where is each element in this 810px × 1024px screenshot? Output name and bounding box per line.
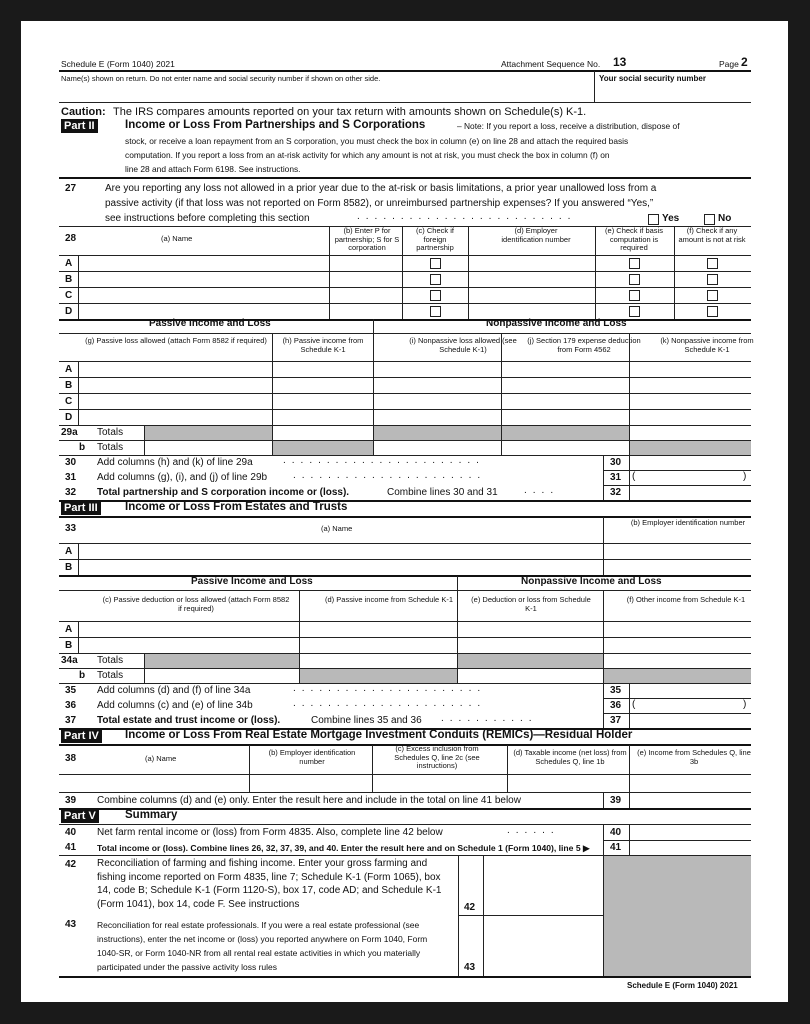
line-42-number: 42: [65, 859, 77, 870]
row-28-A-basis-checkbox[interactable]: [629, 258, 640, 269]
line-36-leader: ......................: [293, 698, 487, 709]
line-33-number: 33: [65, 523, 77, 534]
line-32-text-bold: Total partnership and S corporation income or (loss).: [97, 487, 350, 498]
part-5-title: Summary: [125, 809, 178, 821]
part-4-title: Income or Loss From Real Estate Mortgage Investment Conduits (REMICs)—Residual Holder: [125, 729, 633, 741]
line-41-amount[interactable]: [629, 841, 750, 855]
line-39-number: 39: [65, 795, 77, 806]
lines-35-37-number-divider: [603, 683, 604, 728]
attachment-sequence-number: 13: [613, 55, 627, 69]
part-2-rule: [59, 177, 751, 179]
line-36-box-number: 36: [610, 700, 622, 711]
row-28-A-at-risk-checkbox[interactable]: [707, 258, 718, 269]
table-29-row-B-bottom: [59, 393, 751, 394]
line-37-text: Combine lines 35 and 36: [311, 715, 422, 726]
table-38-col-c-divider: [372, 745, 373, 792]
line-37-box-number: 37: [610, 715, 622, 726]
table-38-col-e-divider: [629, 745, 630, 792]
col-38-c-header: (c) Excess inclusion from Schedules Q, line 2c (see instructions): [394, 744, 480, 770]
row-29-B-label: B: [65, 380, 73, 391]
table-34-header-bottom: [59, 621, 751, 622]
table-28-row-C-bottom: [59, 303, 751, 304]
line-27-text-3: see instructions before completing this section: [105, 213, 310, 224]
col-38-e-header: (e) Income from Schedules Q, line 3b: [637, 748, 751, 766]
line-29b-label: Totals: [97, 442, 124, 453]
line-40-text: Net farm rental income or (loss) from Form 4835. Also, complete line 42 below: [97, 827, 443, 838]
line-27-yes-checkbox[interactable]: [648, 214, 659, 225]
line-29b-number: b: [79, 442, 86, 453]
line-31-open-paren: (: [632, 471, 636, 482]
part-3-nonpassive-heading: Nonpassive Income and Loss: [521, 576, 662, 587]
line-39-number-divider: [603, 792, 604, 808]
line-37-leader: ...........: [441, 713, 538, 724]
page-number: 2: [741, 55, 748, 69]
table-28-col-b-divider: [329, 227, 330, 319]
caution-text: The IRS compares amounts reported on your tax return with amounts shown on Schedule(s) K-1.: [113, 106, 587, 118]
lines-40-41-number-divider: [603, 824, 604, 855]
row-28-D-at-risk-checkbox[interactable]: [707, 306, 718, 317]
passive-nonpassive-divider: [373, 319, 374, 333]
line-27-number: 27: [65, 183, 77, 194]
totals-left-divider: [144, 425, 145, 455]
table-38-col-b-divider: [249, 745, 250, 792]
table-29-heading-bottom: [59, 333, 751, 334]
line-39-box-number: 39: [610, 795, 622, 806]
line-27-text-2: passive activity (if that loss was not reported on Form 8582), or unreimbursed partnership expenses? If you answered “Yes,”: [105, 198, 654, 209]
row-28-C-label: C: [65, 290, 73, 301]
caution-label: Caution:: [61, 106, 106, 118]
line-31-bottom: [603, 485, 751, 486]
line-36-bottom: [603, 713, 751, 714]
part-3-tag: Part III: [61, 501, 101, 515]
line-37-amount[interactable]: [629, 714, 750, 728]
line-32-text: Combine lines 30 and 31: [387, 487, 498, 498]
part-2-note-1: – Note: If you report a loss, receive a distribution, dispose of: [457, 121, 680, 131]
line-27-no-checkbox[interactable]: [704, 214, 715, 225]
table-28-col-f-divider: [674, 227, 675, 319]
footer-form-name: Schedule E (Form 1040) 2021: [627, 981, 738, 990]
line-34b-d-shaded: [300, 669, 457, 683]
line-32-box-number: 32: [610, 487, 622, 498]
names-input[interactable]: [61, 84, 591, 100]
table-33-header-bottom: [59, 543, 751, 544]
line-42-text: Reconciliation of farming and fishing income. Enter your gross farming and fishing income reported on Form 4835, line 7; Schedule K-1 (Form 1065), box 14, code B; Schedule K-1 (Form 1120-S), box 17, code AD; and Schedule K-1 (Form 1041), box 14, code F. See instructions: [97, 858, 442, 910]
lines-35-37-amount-divider: [629, 683, 630, 728]
line-34a-label: Totals: [97, 655, 124, 666]
line-27-text-1: Are you reporting any loss not allowed in a prior year due to the at-risk or basis limitations, a prior year unallowed loss from a: [105, 183, 657, 194]
col-28-d-header: (d) Employer identification number: [501, 226, 571, 244]
names-label: Name(s) shown on return. Do not enter name and social security number if shown on other side.: [61, 74, 381, 83]
part-2-nonpassive-heading: Nonpassive Income and Loss: [486, 318, 627, 329]
line-35-box-number: 35: [610, 685, 622, 696]
lines-30-32-amount-divider: [629, 455, 630, 500]
col-34-d-header: (d) Passive income from Schedule K-1: [325, 595, 453, 604]
col-29-k-header: (k) Nonpassive income from Schedule K-1: [660, 336, 754, 354]
part-2-note-3: computation. If you report a loss from an at-risk activity for which any amount is not at risk, you must check the box in column (f) on: [125, 150, 610, 160]
line-28-number: 28: [65, 233, 77, 244]
line-34a-number: 34a: [61, 655, 78, 666]
header-bottom-rule: [59, 102, 751, 103]
table-28-col-c-divider: [402, 227, 403, 319]
table-28-col-d-divider: [468, 227, 469, 319]
line-41-box-number: 41: [610, 842, 622, 853]
line-42-amount[interactable]: [484, 901, 602, 915]
col-38-b-header: (b) Employer identification number: [268, 748, 356, 766]
line-29a-label: Totals: [97, 427, 124, 438]
line-36-number: 36: [65, 700, 77, 711]
row-28-A-label: A: [65, 258, 73, 269]
row-28-B-foreign-checkbox[interactable]: [430, 274, 441, 285]
table-28-col-e-divider: [595, 227, 596, 319]
col-29-i-header: (i) Nonpassive loss allowed (see Schedule K-1): [409, 336, 517, 354]
row-28-D-basis-checkbox[interactable]: [629, 306, 640, 317]
row-29-C-label: C: [65, 396, 73, 407]
line-40-amount[interactable]: [629, 826, 750, 840]
col-33-a-header: (a) Name: [321, 524, 353, 533]
line-31-close-paren: ): [743, 471, 747, 482]
line-31-amount[interactable]: [637, 471, 741, 485]
line-36-open-paren: (: [632, 699, 636, 710]
col-28-f-header: (f) Check if any amount is not at risk: [678, 226, 746, 244]
part-2-tag: Part II: [61, 119, 98, 133]
row-28-B-basis-checkbox[interactable]: [629, 274, 640, 285]
line-31-number: 31: [65, 472, 77, 483]
row-33-B-label: B: [65, 562, 73, 573]
line-31-box-number: 31: [610, 472, 622, 483]
part-2-note-2: stock, or receive a loan repayment from an S corporation, you must check the box in column (e) on line 28 and attach the required basis: [125, 136, 629, 146]
line-31-text: Add columns (g), (i), and (j) of line 29b: [97, 472, 268, 483]
line-30-leader: .......................: [283, 455, 485, 466]
part-2-note-4: line 28 and attach Form 6198. See instructions.: [125, 164, 301, 174]
col-38-d-header: (d) Taxable income (net loss) from Schedules Q, line 1b: [513, 748, 627, 766]
line-34b-label: Totals: [97, 670, 124, 681]
line-43-box-number: 43: [464, 962, 476, 973]
line-35-leader: ......................: [293, 683, 487, 694]
part-5-bottom: [59, 976, 751, 978]
line-29a-i-shaded: [374, 426, 501, 440]
line-34a-e-shaded: [458, 654, 603, 668]
part-3-passive-divider: [457, 576, 458, 590]
table-29-col-k-divider: [629, 333, 630, 455]
line-36-amount[interactable]: [637, 699, 741, 713]
line-35-amount[interactable]: [629, 684, 750, 698]
line-42-bottom: [458, 915, 603, 916]
line-29a-number: 29a: [61, 427, 78, 438]
line-40-leader: ......: [507, 825, 560, 836]
row-28-B-at-risk-checkbox[interactable]: [707, 274, 718, 285]
line-38-name-input[interactable]: [61, 775, 248, 791]
line-30-box-number: 30: [610, 457, 622, 468]
row-28-C-basis-checkbox[interactable]: [629, 290, 640, 301]
line-32-number: 32: [65, 487, 77, 498]
table-34-row-A-bottom: [59, 637, 751, 638]
line-29a-j-shaded: [502, 426, 629, 440]
col-28-b-header: (b) Enter P for partnership; S for S corporation: [334, 226, 400, 252]
row-33-A-label: A: [65, 546, 73, 557]
line-34b-number: b: [79, 670, 86, 681]
line-39-text: Combine columns (d) and (e) only. Enter the result here and include in the total on line 41 below: [97, 795, 521, 806]
table-29-col-h-divider: [272, 333, 273, 455]
line-29b-h-shaded: [273, 441, 373, 455]
line-31-leader: ......................: [293, 470, 487, 481]
line-41-text: Total income or (loss). Combine lines 26, 32, 37, 39, and 40. Enter the result here and on Schedule 1 (Form 1040), line 5 ▶: [97, 843, 590, 853]
form-name-header: Schedule E (Form 1040) 2021: [61, 59, 175, 69]
line-39-amount[interactable]: [629, 793, 750, 807]
table-29-row-A-bottom: [59, 377, 751, 378]
row-34-B-label: B: [65, 640, 73, 651]
part-3-passive-heading: Passive Income and Loss: [191, 576, 313, 587]
line-38-number: 38: [65, 753, 77, 764]
page-label: Page: [719, 59, 739, 69]
part-4-tag: Part IV: [61, 729, 102, 743]
col-34-e-header: (e) Deduction or loss from Schedule K-1: [471, 595, 591, 613]
lines-30-32-number-divider: [603, 455, 604, 500]
ssn-label: Your social security number: [599, 74, 706, 83]
line-42-box-number: 42: [464, 902, 476, 913]
line-40-number: 40: [65, 827, 77, 838]
col-34-f-header: (f) Other income from Schedule K-1: [626, 595, 746, 604]
line-35-number: 35: [65, 685, 77, 696]
line-40-box-number: 40: [610, 827, 622, 838]
row-34-A-label: A: [65, 624, 73, 635]
line-43-text: Reconciliation for real estate professionals. If you were a real estate professional (see instructions), enter the net income or (loss) you reported anywhere on Form 1040, Form 1040-SR, or Form 1040-NR from all rental real estate activities in which you materially participated under the passive activity loss rules: [97, 920, 428, 972]
row-28-A-foreign-checkbox[interactable]: [430, 258, 441, 269]
line-29b-k-shaded: [630, 441, 751, 455]
part-5-tag: Part V: [61, 809, 99, 823]
row-28-D-label: D: [65, 306, 73, 317]
line-30-amount[interactable]: [629, 456, 750, 470]
part-3-title: Income or Loss From Estates and Trusts: [125, 501, 348, 513]
form-page: [21, 21, 788, 1002]
col-28-e-header: (e) Check if basis computation is required: [605, 226, 663, 252]
part-5-rule: [59, 824, 751, 825]
row-28-D-foreign-checkbox[interactable]: [430, 306, 441, 317]
table-34-heading-bottom: [59, 590, 751, 591]
line-43-number: 43: [65, 919, 77, 930]
col-29-g-header: (g) Passive loss allowed (attach Form 8582 if required): [85, 336, 267, 345]
row-29-D-label: D: [65, 412, 73, 423]
col-28-c-header: (c) Check if foreign partnership: [416, 226, 454, 252]
part-2-title: Income or Loss From Partnerships and S Corporations: [125, 119, 426, 131]
table-38-col-d-divider: [507, 745, 508, 792]
line-29a-g-shaded: [144, 426, 272, 440]
lines-42-43-right-divider: [603, 855, 604, 976]
col-29-j-header: (j) Section 179 expense deduction from Form 4562: [527, 336, 641, 354]
line-32-amount[interactable]: [629, 486, 750, 500]
ssn-divider: [594, 71, 595, 102]
col-34-c-header: (c) Passive deduction or loss allowed (attach Form 8582 if required): [102, 595, 290, 613]
table-33-row-A-bottom: [59, 559, 751, 560]
table-28-row-B-bottom: [59, 287, 751, 288]
line-34b-f-shaded: [604, 669, 751, 683]
table-28-row-A-bottom: [59, 271, 751, 272]
line-36-close-paren: ): [743, 699, 747, 710]
row-29-A-label: A: [65, 364, 73, 375]
lines-40-41-amount-divider: [629, 824, 630, 855]
col-33-b-header: (b) Employer identification number: [630, 518, 746, 527]
lines-42-43-shaded: [604, 856, 751, 976]
line-37-text-bold: Total estate and trust income or (loss).: [97, 715, 281, 726]
line-34a-c-shaded: [144, 654, 299, 668]
line-37-number: 37: [65, 715, 77, 726]
line-43-amount[interactable]: [484, 961, 602, 975]
table-33-col-b-divider: [603, 517, 604, 575]
row-28-C-foreign-checkbox[interactable]: [430, 290, 441, 301]
line-27-no-label: No: [718, 213, 732, 224]
line-35-bottom: [603, 698, 751, 699]
line-27-yes-label: Yes: [662, 213, 680, 224]
line-27-leader: .........................: [357, 211, 577, 222]
part-2-passive-heading: Passive Income and Loss: [149, 318, 271, 329]
col-28-a-header: (a) Name: [161, 234, 193, 243]
table-28-header-bottom: [59, 255, 751, 256]
line-36-text: Add columns (c) and (e) of line 34b: [97, 700, 253, 711]
col-38-a-header: (a) Name: [145, 754, 177, 763]
ssn-input[interactable]: [599, 84, 749, 100]
attachment-sequence-label: Attachment Sequence No.: [501, 59, 601, 69]
line-41-number: 41: [65, 842, 77, 853]
line-32-leader: ....: [524, 485, 560, 496]
line-35-text: Add columns (d) and (f) of line 34a: [97, 685, 251, 696]
table-29-header-bottom: [59, 361, 751, 362]
line-30-bottom: [603, 470, 751, 471]
row-28-B-label: B: [65, 274, 73, 285]
line-30-number: 30: [65, 457, 77, 468]
col-29-h-header: (h) Passive income from Schedule K-1: [282, 336, 364, 354]
line-30-text: Add columns (h) and (k) of line 29a: [97, 457, 253, 468]
header-rule: [59, 70, 751, 72]
row-28-C-at-risk-checkbox[interactable]: [707, 290, 718, 301]
table-29-row-C-bottom: [59, 409, 751, 410]
